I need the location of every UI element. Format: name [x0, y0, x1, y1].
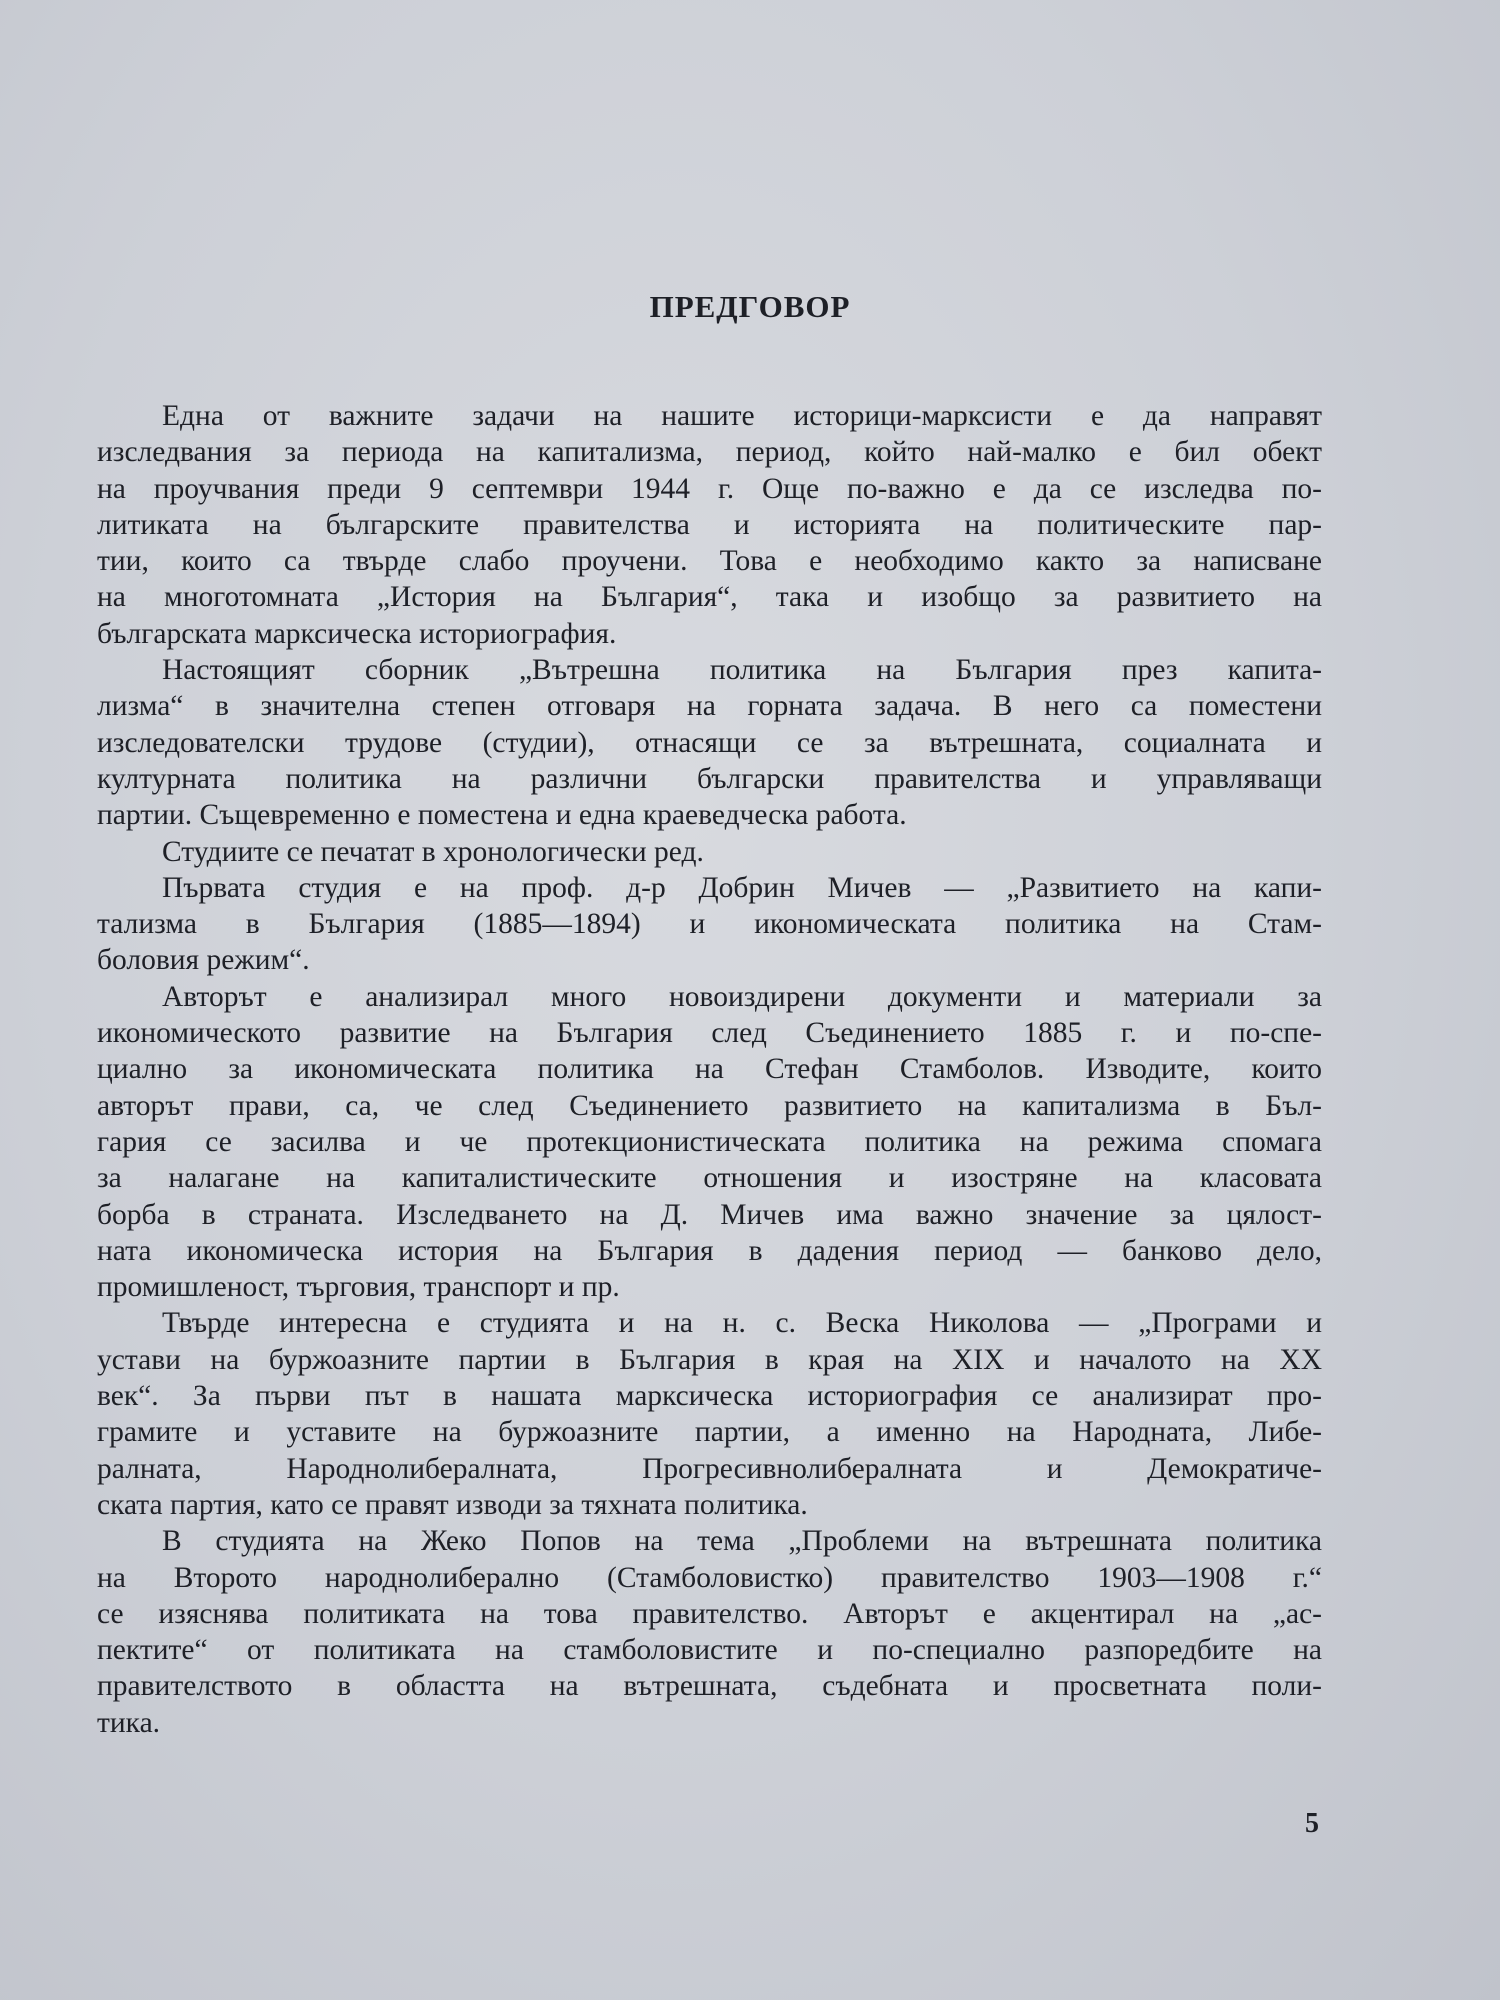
text-line: век“. За първи път в нашата марксическа историография се анализират про-: [97, 1380, 1322, 1413]
text-line: Студиите се печатат в хронологически ред.: [162, 835, 704, 868]
text-line: ската партия, като се правят изводи за тяхната политика.: [97, 1488, 808, 1521]
paragraph: [97, 1305, 1322, 1523]
text-line: Твърде интересна е студията и на н. с. Веска Николова — „Програми и: [162, 1307, 1322, 1340]
text-line: тика.: [97, 1706, 161, 1739]
page-number: 5: [1305, 1808, 1319, 1839]
text-line: Авторът е анализирал много новоиздирени документи и материали за: [162, 980, 1322, 1013]
text-line: икономическото развитие на България след Съединението 1885 г. и по-спе-: [97, 1017, 1322, 1050]
text-line: пектите“ от политиката на стамболовистите и по-специално разпоредбите на: [97, 1634, 1322, 1667]
text-line: за налагане на капиталистическите отношения и изостряне на класовата: [97, 1162, 1322, 1195]
text-line: българската марксическа историография.: [97, 617, 617, 650]
text-line: литиката на българските правителства и историята на политическите пар-: [97, 508, 1322, 541]
text-line: ралната, Народнолибералната, Прогресивнолибералната и Демократиче-: [97, 1452, 1322, 1485]
text-line: на проучвания преди 9 септември 1944 г. Още по-важно е да се изследва по-: [97, 472, 1322, 505]
page-title: ПРЕДГОВОР: [649, 289, 851, 324]
text-line: лизма“ в значителна степен отговаря на горната задача. В него са поместени: [97, 690, 1322, 723]
text-line: изследвания за периода на капитализма, период, който най-малко е бил обект: [97, 436, 1322, 469]
text-line: тализма в България (1885—1894) и икономическата политика на Стам-: [97, 908, 1322, 941]
paragraph: [97, 834, 1322, 870]
text-line: партии. Същевременно е поместена и една краеведческа работа.: [97, 799, 907, 832]
text-line: Настоящият сборник „Вътрешна политика на България през капита-: [162, 654, 1322, 687]
paragraph: [97, 979, 1322, 1306]
text-line: се изяснява политиката на това правителство. Авторът е акцентирал на „ас-: [97, 1597, 1322, 1630]
text-line: промишленост, търговия, транспорт и пр.: [97, 1271, 620, 1304]
text-line: борба в страната. Изследването на Д. Мичев има важно значение за цялост-: [97, 1198, 1322, 1231]
text-line: културната политика на различни български правителства и управляващи: [97, 762, 1322, 795]
text-line: на Второто народнолиберално (Стамболовистко) правителство 1903—1908 г.“: [97, 1561, 1322, 1594]
text-line: авторът прави, са, че след Съединението развитието на капитализма в Бъл-: [97, 1089, 1322, 1122]
text-line: В студията на Жеко Попов на тема „Проблеми на вътрешната политика: [162, 1525, 1322, 1558]
text-line: ната икономическа история на България в дадения период — банково дело,: [97, 1234, 1322, 1267]
text-line: изследователски трудове (студии), отнасящи се за вътрешната, социалната и: [97, 726, 1322, 759]
text-line: гария се засилва и че протекционистическата политика на режима спомага: [97, 1125, 1322, 1158]
text-line: устави на буржоазните партии в България в края на XIX и началото на XX: [97, 1343, 1322, 1376]
text-line: боловия режим“.: [97, 944, 310, 977]
paragraph: [97, 398, 1322, 652]
paragraph: [97, 870, 1322, 979]
text-line: грамите и уставите на буржоазните партии, а именно на Народната, Либе-: [97, 1416, 1322, 1449]
text-line: Една от важните задачи на нашите историци-марксисти е да направят: [162, 400, 1322, 432]
text-line: тии, които са твърде слабо проучени. Това е необходимо както за написване: [97, 545, 1322, 578]
paragraph: [97, 652, 1322, 833]
paragraph: [97, 1523, 1322, 1741]
text-line: циално за икономическата политика на Стефан Стамболов. Изводите, които: [97, 1053, 1322, 1086]
body-text: [97, 398, 1322, 1741]
text-line: правителството в областта на вътрешната, съдебната и просветната поли-: [97, 1670, 1322, 1703]
text-line: Първата студия е на проф. д-р Добрин Мичев — „Развитието на капи-: [162, 871, 1322, 904]
text-line: на многотомната „История на България“, така и изобщо за развитието на: [97, 581, 1322, 614]
